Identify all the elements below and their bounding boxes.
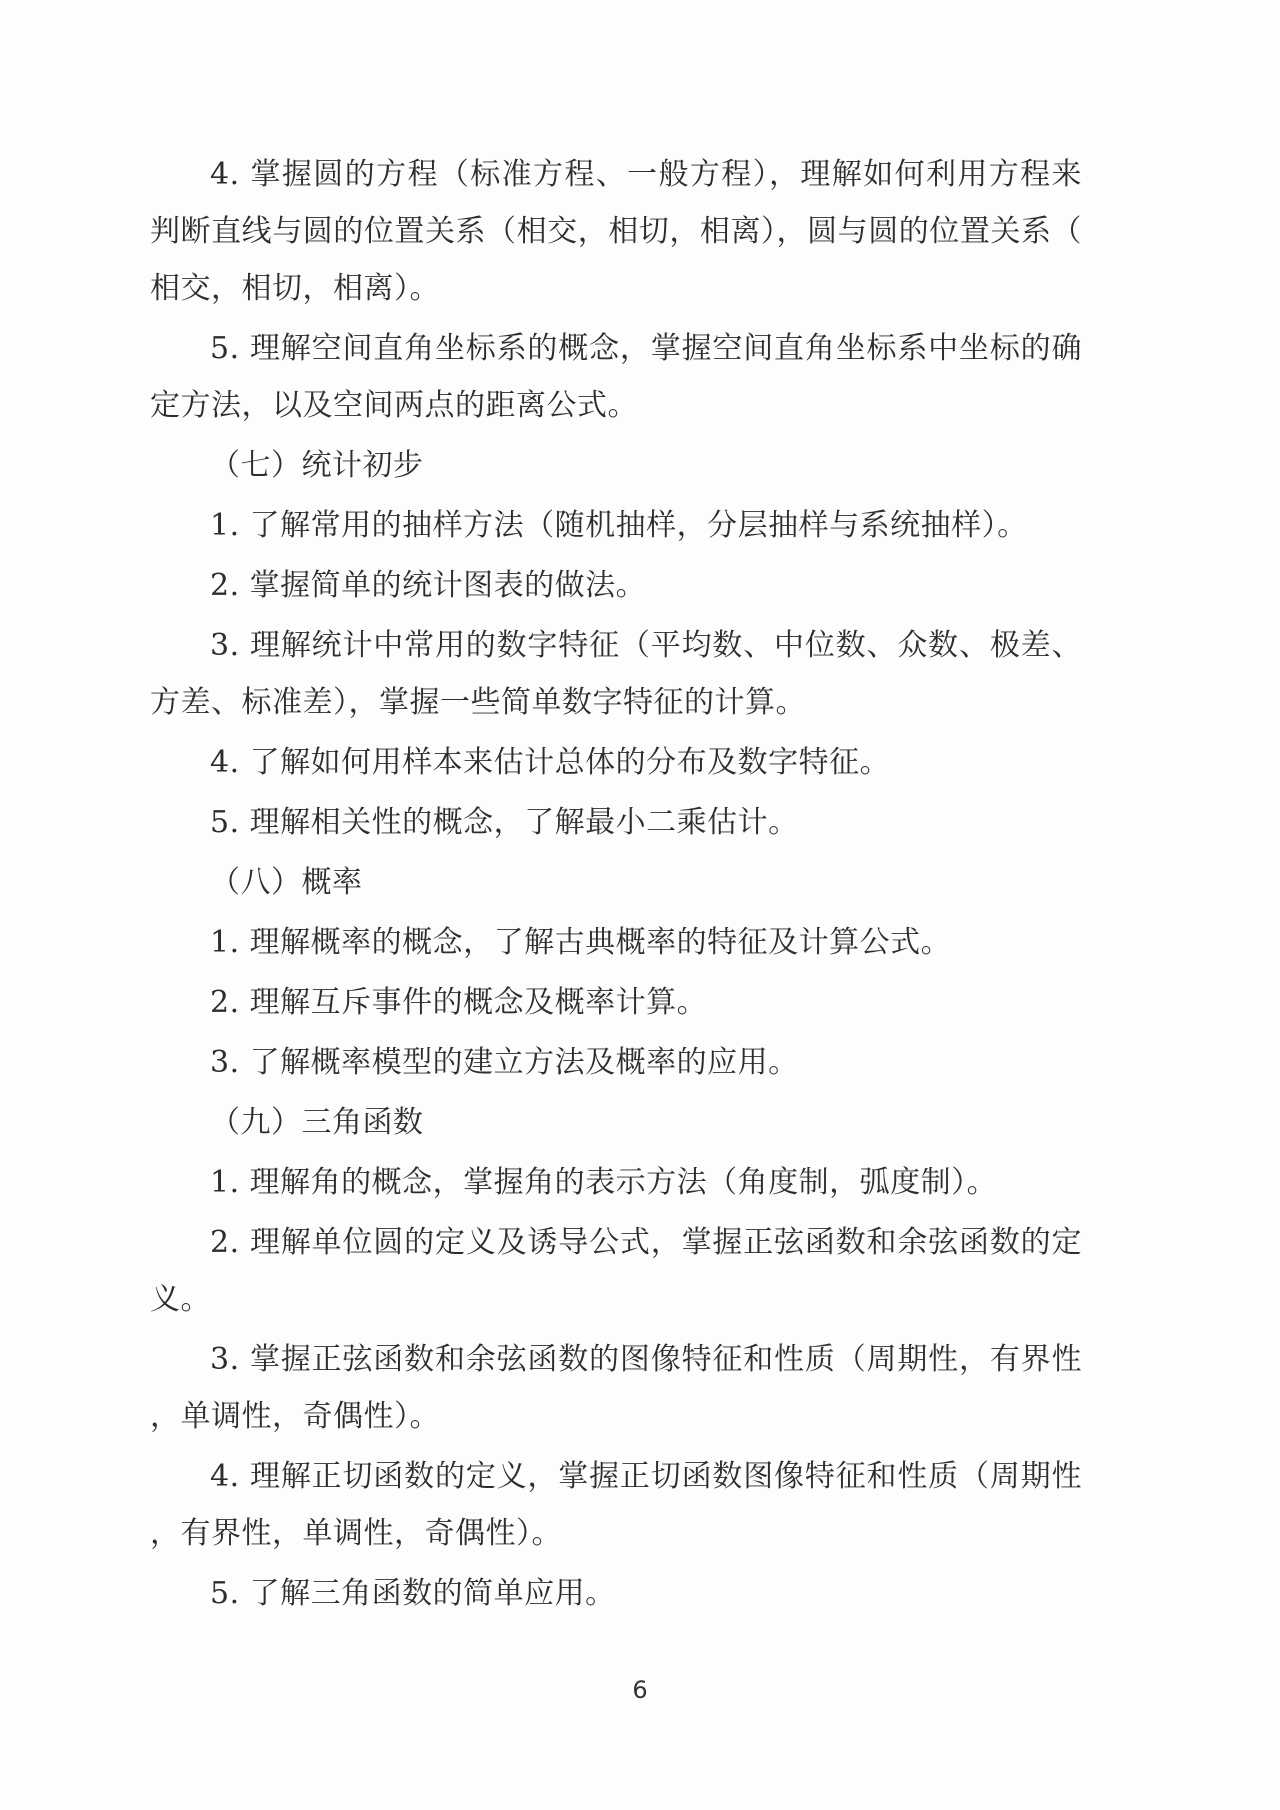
paragraph: 1. 理解概率的概念，了解古典概率的特征及计算公式。 xyxy=(210,925,952,960)
paragraph: 5. 理解相关性的概念，了解最小二乘估计。 xyxy=(210,805,799,840)
paragraph: 3. 掌握正弦函数和余弦函数的图像特征和性质（周期性，有界性，单调性，奇偶性）。 xyxy=(150,1342,1082,1434)
paragraph: 1. 理解角的概念，掌握角的表示方法（角度制，弧度制）。 xyxy=(210,1165,998,1200)
paragraph: 2. 掌握简单的统计图表的做法。 xyxy=(210,568,647,603)
paragraph: 2. 理解互斥事件的概念及概率计算。 xyxy=(210,985,708,1020)
section-heading: （九）三角函数 xyxy=(210,1105,424,1140)
paragraph: 3. 了解概率模型的建立方法及概率的应用。 xyxy=(210,1045,799,1080)
paragraph: 4. 理解正切函数的定义，掌握正切函数图像特征和性质（周期性，有界性，单调性，奇偶性）。 xyxy=(150,1459,1082,1551)
paragraph: 4. 了解如何用样本来估计总体的分布及数字特征。 xyxy=(210,745,891,780)
paragraph: 4. 掌握圆的方程（标准方程、一般方程），理解如何利用方程来判断直线与圆的位置关系（相交，相切，相离），圆与圆的位置关系（相交，相切，相离）。 xyxy=(150,157,1082,306)
section-heading: （八）概率 xyxy=(210,865,363,900)
page-footer xyxy=(0,1676,1280,1704)
paragraph: 5. 了解三角函数的简单应用。 xyxy=(210,1576,616,1611)
section-heading: （七）统计初步 xyxy=(210,448,424,483)
paragraph: 5. 理解空间直角坐标系的概念，掌握空间直角坐标系中坐标的确定方法，以及空间两点的距离公式。 xyxy=(150,331,1082,423)
document-body xyxy=(150,146,1082,1625)
paragraph: 2. 理解单位圆的定义及诱导公式，掌握正弦函数和余弦函数的定义。 xyxy=(150,1225,1082,1317)
paragraph: 3. 理解统计中常用的数字特征（平均数、中位数、众数、极差、方差、标准差），掌握一些简单数字特征的计算。 xyxy=(150,628,1082,720)
page-number: 6 xyxy=(632,1676,648,1704)
paragraph: 1. 了解常用的抽样方法（随机抽样，分层抽样与系统抽样）。 xyxy=(210,508,1028,543)
